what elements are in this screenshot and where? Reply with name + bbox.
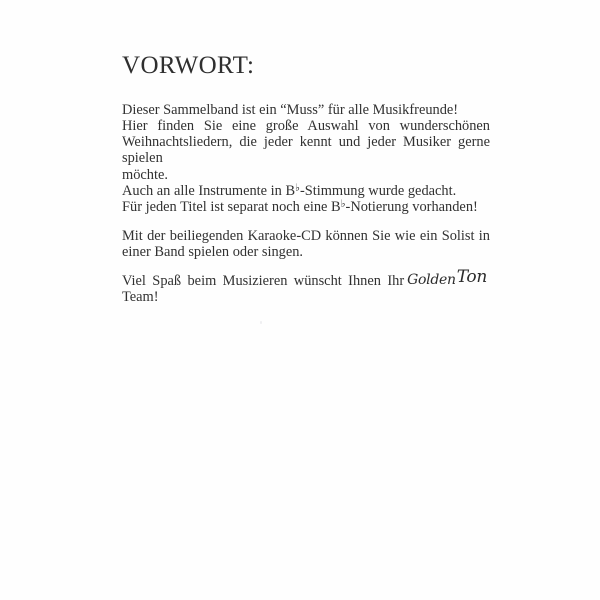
paragraph-closing [122, 267, 490, 306]
karaoke-line-2: einer Band spielen oder singen. [122, 243, 304, 260]
closing-text-after-logo: Team! [122, 289, 159, 306]
karaoke-line-1: Mit der beiliegenden Karaoke-CD können Sie wie ein Solist in [122, 227, 490, 244]
closing-text-before-logo: Viel Spaß beim Musizieren wünscht Ihnen Ihr [122, 273, 405, 290]
page-content [122, 52, 490, 306]
flat-symbol-icon: ♭ [295, 183, 300, 195]
page-title: VORWORT: [122, 52, 255, 79]
intro-line-4: möchte. [122, 166, 168, 183]
paragraph-intro [122, 102, 490, 216]
intro-line-6-before: Für jeden Titel ist separat noch eine B [122, 199, 341, 216]
intro-line-5-after: -Stimmung wurde gedacht. [299, 182, 457, 199]
goldenton-logo-ton: Ton [456, 267, 487, 288]
intro-line-3: Weihnachtsliedern, die jeder kennt und jeder Musiker gerne spielen [122, 134, 490, 167]
closing-line [122, 267, 490, 306]
intro-line-5-before: Auch an alle Instrumente in B [122, 182, 296, 199]
goldenton-logo-golden: Golden [407, 272, 456, 289]
flat-symbol-icon: ♭ [340, 199, 346, 211]
paragraph-karaoke [122, 228, 490, 261]
intro-line-5 [122, 183, 490, 199]
intro-line-2: Hier finden Sie eine große Auswahl von wunderschönen [122, 117, 490, 134]
intro-line-1: Dieser Sammelband ist ein “Muss” für alle Musikfreunde! [122, 101, 459, 118]
scan-artifact-speck [260, 321, 262, 324]
intro-line-6 [122, 199, 490, 215]
intro-line-6-after: -Notierung vorhanden! [345, 199, 478, 216]
goldenton-logo [404, 267, 490, 289]
